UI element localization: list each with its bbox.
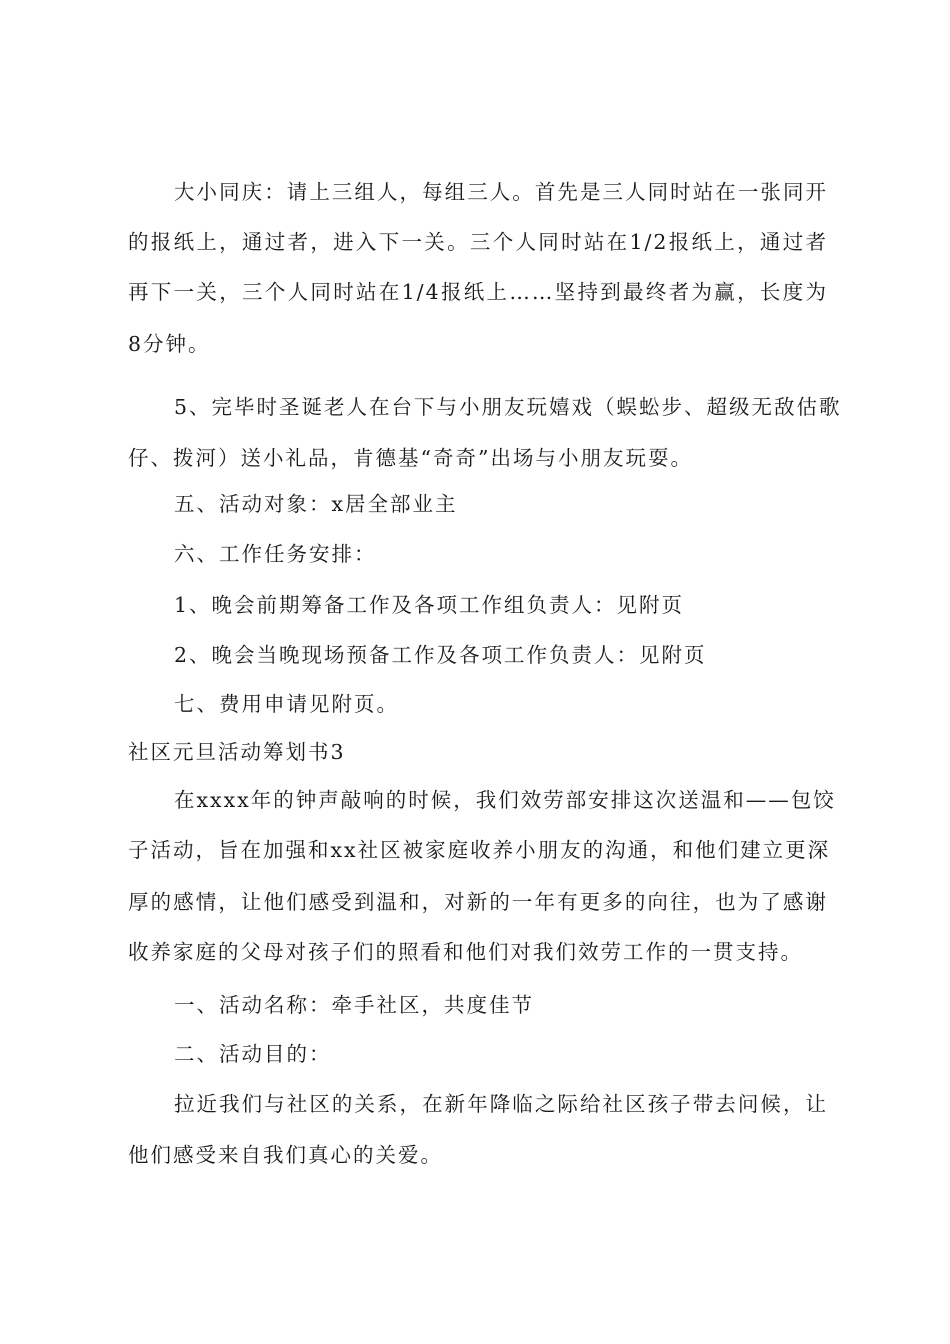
paragraph-line: 子活动，旨在加强和xx社区被家庭收养小朋友的沟通，和他们建立更深: [128, 838, 831, 862]
paragraph-line: 厚的感情，让他们感受到温和，对新的一年有更多的向往，也为了感谢: [128, 890, 828, 914]
paragraph-line: 仔、拨河）送小礼品，肯德基“奇奇”出场与小朋友玩耍。: [128, 446, 693, 470]
paragraph-line: 大小同庆：请上三组人，每组三人。首先是三人同时站在一张同开: [174, 180, 828, 204]
section-line: 五、活动对象：x居全部业主: [174, 492, 458, 516]
paragraph-line: 的报纸上，通过者，进入下一关。三个人同时站在1/2报纸上，通过者: [128, 230, 828, 254]
list-item-line: 2、晚会当晚现场预备工作及各项工作负责人：见附页: [174, 643, 707, 667]
paragraph-line: 再下一关，三个人同时站在1/4报纸上……坚持到最终者为赢，长度为: [128, 280, 828, 304]
paragraph-line: 8分钟。: [128, 332, 211, 356]
section-line: 七、费用申请见附页。: [174, 692, 399, 716]
paragraph-line: 在xxxx年的钟声敲响的时候，我们效劳部安排这次送温和——包饺: [174, 788, 836, 812]
paragraph-line: 拉近我们与社区的关系，在新年降临之际给社区孩子带去问候，让: [174, 1092, 828, 1116]
section-line: 六、工作任务安排：: [174, 542, 377, 566]
paragraph-line: 他们感受来自我们真心的关爱。: [128, 1143, 443, 1167]
list-item-line: 1、晚会前期筹备工作及各项工作组负责人：见附页: [174, 593, 685, 617]
paragraph-line: 收养家庭的父母对孩子们的照看和他们对我们效劳工作的一贯支持。: [128, 940, 803, 964]
section-heading: 社区元旦活动筹划书3: [128, 740, 346, 764]
section-line: 一、活动名称：牵手社区，共度佳节: [174, 993, 534, 1017]
section-line: 二、活动目的：: [174, 1042, 332, 1066]
paragraph-line: 5、完毕时圣诞老人在台下与小朋友玩嬉戏（蜈蚣步、超级无敌估歌: [174, 395, 842, 419]
